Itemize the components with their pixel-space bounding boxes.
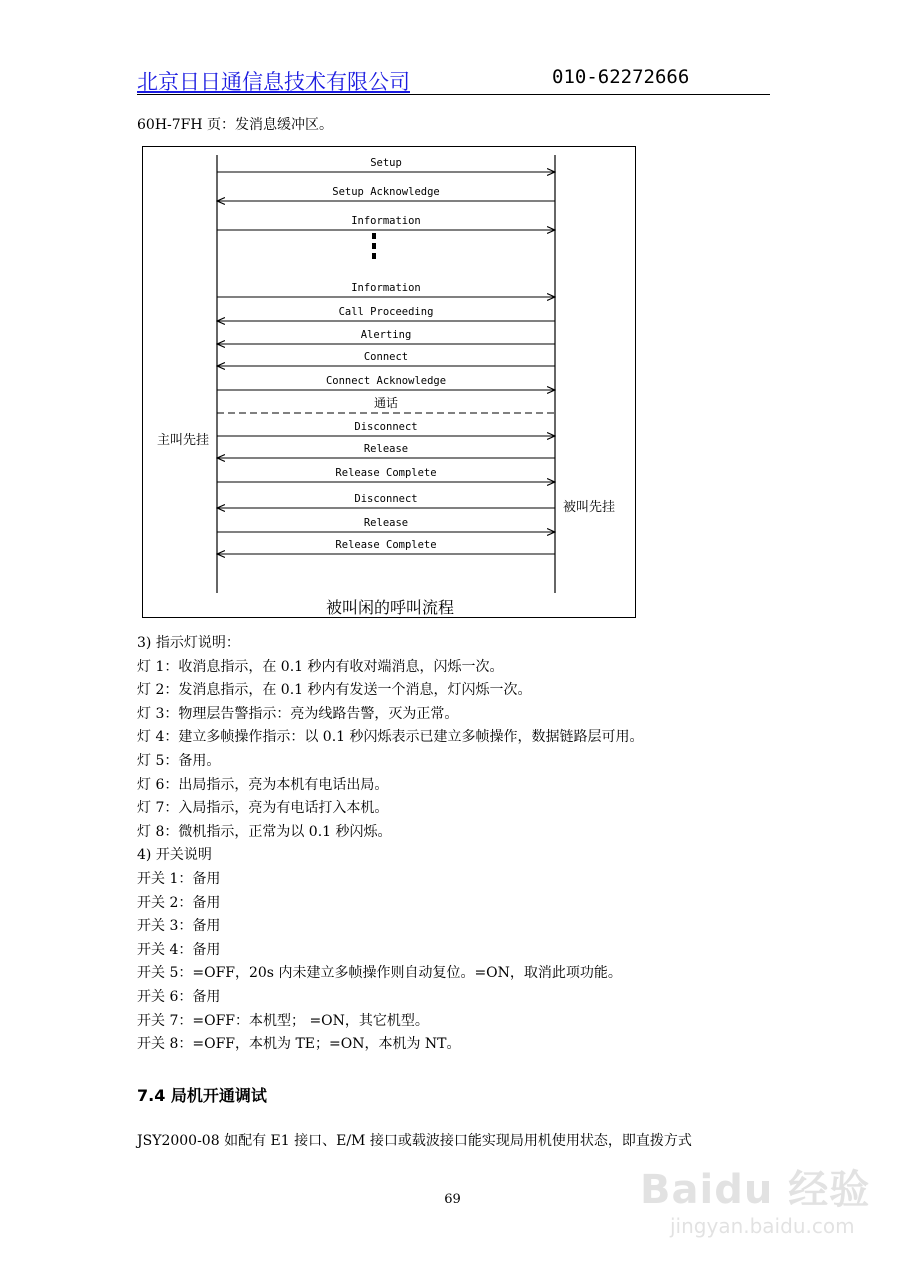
- ellipsis-dot: [372, 233, 376, 239]
- body-line: 灯 1：收消息指示，在 0.1 秒内有收对端消息，闪烁一次。: [137, 659, 504, 675]
- message-label: 通话: [373, 396, 399, 410]
- message-label: Connect Acknowledge: [325, 375, 447, 387]
- header-divider: [137, 94, 770, 95]
- header-phone: 010-62272666: [552, 66, 690, 88]
- final-paragraph: JSY2000-08 如配有 E1 接口、E/M 接口或载波接口能实现局用机使用状态，即直拨方式: [137, 1133, 692, 1149]
- body-line: 开关 1：备用: [137, 871, 221, 887]
- caller-hangs-label: 主叫先挂: [157, 433, 210, 448]
- ellipsis-dot: [372, 243, 376, 249]
- body-line: 开关 4：备用: [137, 942, 221, 958]
- body-line: 开关 3：备用: [137, 918, 221, 934]
- intro-line: 60H-7FH 页：发消息缓冲区。: [137, 117, 334, 133]
- message-label: Information: [351, 282, 421, 294]
- message-label: Setup: [370, 157, 402, 169]
- body-line: 灯 7：入局指示，亮为有电话打入本机。: [137, 800, 389, 816]
- ellipsis-dot: [372, 253, 376, 259]
- message-label: Disconnect: [354, 421, 418, 433]
- body-line: 灯 4：建立多帧操作指示：以 0.1 秒闪烁表示已建立多帧操作，数据链路层可用。: [137, 729, 644, 745]
- diagram-title: 被叫闲的呼叫流程: [325, 598, 455, 617]
- message-label: Release Complete: [335, 467, 437, 479]
- body-line: 灯 6：出局指示，亮为本机有电话出局。: [137, 777, 389, 793]
- call-flow-svg: [143, 147, 637, 619]
- message-label: Information: [351, 215, 421, 227]
- page-number: 69: [444, 1192, 461, 1207]
- body-line: 开关 5：=OFF，20s 内未建立多帧操作则自动复位。=ON，取消此项功能。: [137, 965, 622, 981]
- body-line: 灯 8：微机指示，正常为以 0.1 秒闪烁。: [137, 824, 392, 840]
- watermark-logo: Baidu 经验: [640, 1167, 871, 1213]
- message-label: Disconnect: [354, 493, 418, 505]
- callee-hangs-label: 被叫先挂: [563, 500, 616, 515]
- message-label: Call Proceeding: [338, 306, 434, 318]
- body-line: 3) 指示灯说明：: [137, 635, 240, 651]
- body-line: 灯 2：发消息指示，在 0.1 秒内有发送一个消息，灯闪烁一次。: [137, 682, 532, 698]
- body-line: 4) 开关说明: [137, 847, 212, 863]
- body-line: 开关 7：=OFF：本机型； =ON，其它机型。: [137, 1013, 429, 1029]
- message-label: Alerting: [360, 329, 412, 341]
- body-line: 开关 2：备用: [137, 895, 221, 911]
- message-label: Release: [363, 517, 409, 529]
- watermark-url: jingyan.baidu.com: [670, 1214, 855, 1238]
- body-line: 灯 5：备用。: [137, 753, 221, 769]
- message-label: Setup Acknowledge: [332, 186, 440, 198]
- body-line: 灯 3：物理层告警指示：亮为线路告警，灭为正常。: [137, 706, 459, 722]
- message-label: Release: [363, 443, 409, 455]
- call-flow-diagram: [142, 146, 636, 618]
- header-company-name: 北京日日通信息技术有限公司: [137, 70, 410, 94]
- body-line: 开关 6：备用: [137, 989, 221, 1005]
- message-label: Connect: [363, 351, 409, 363]
- body-line: 开关 8：=OFF，本机为 TE；=ON，本机为 NT。: [137, 1036, 461, 1052]
- baidu-watermark: [640, 1158, 871, 1248]
- section-title: 7.4 局机开通调试: [137, 1086, 267, 1105]
- message-label: Release Complete: [335, 539, 437, 551]
